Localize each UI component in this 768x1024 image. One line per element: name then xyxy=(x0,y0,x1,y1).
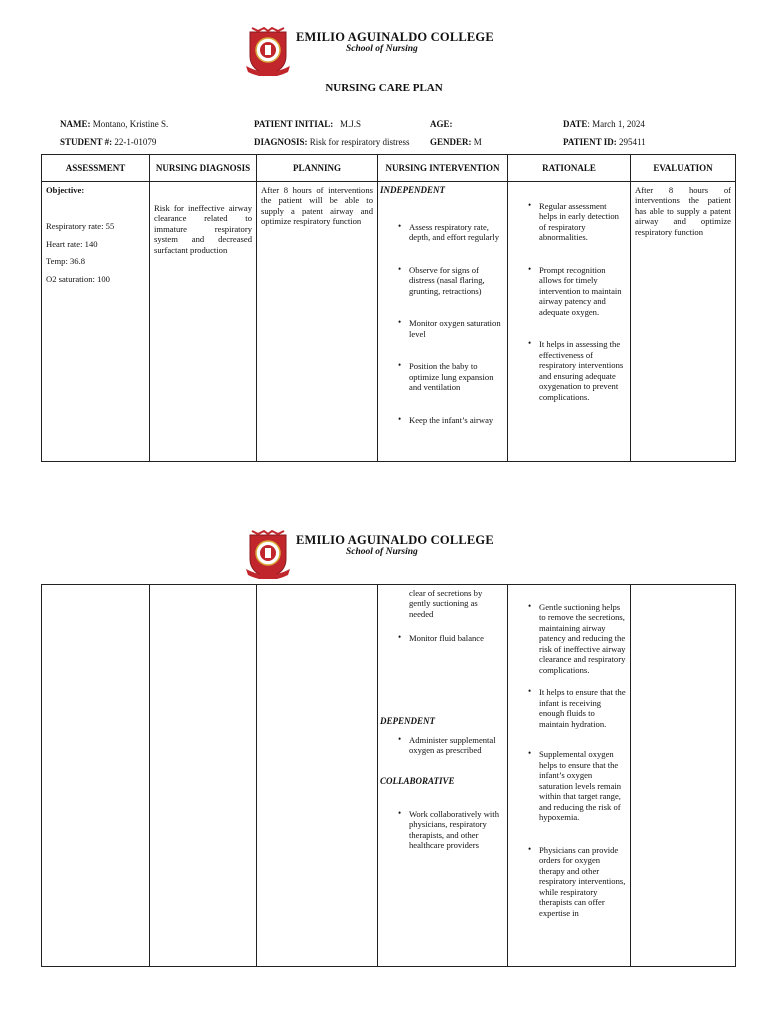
list-item: • Gentle suctioning helps to remove the secretions, maintaining airway patency and reducing the risk of ineffective airway clearance and respiratory complications. xyxy=(510,602,626,675)
intervention-cell xyxy=(378,182,508,462)
vital-respiratory-rate: Respiratory rate: 55 xyxy=(46,221,115,232)
intervention-cell xyxy=(378,585,508,967)
school-name: School of Nursing xyxy=(346,547,418,557)
list-item: • Regular assessment helps in early detection of respiratory abnormalities. xyxy=(510,201,626,243)
college-crest-icon xyxy=(246,26,290,76)
patient-age xyxy=(430,119,453,129)
column-header-evaluation: EVALUATION xyxy=(631,155,736,182)
rationale-list xyxy=(510,201,626,402)
initial-label: PATIENT INITIAL: xyxy=(254,119,334,129)
nursing-diagnosis-cell xyxy=(150,585,257,967)
vital-o2-saturation: O2 saturation: 100 xyxy=(46,273,110,284)
planning-cell xyxy=(257,585,378,967)
dependent-heading: DEPENDENT xyxy=(380,715,436,726)
student-label: STUDENT #: xyxy=(60,137,113,147)
column-header-rationale: RATIONALE xyxy=(508,155,631,182)
patient-id-label: PATIENT ID: xyxy=(563,137,617,147)
diagnosis-label: DIAGNOSIS: xyxy=(254,137,308,147)
column-header-nursing-intervention: NURSING INTERVENTION xyxy=(378,155,508,182)
list-item: • Work collaboratively with physicians, respiratory therapists, and other healthcare providers xyxy=(380,809,503,851)
list-item: • Observe for signs of distress (nasal flaring, grunting, retractions) xyxy=(380,265,503,296)
assessment-cell xyxy=(42,585,150,967)
list-item: • Monitor oxygen saturation level xyxy=(380,318,503,339)
list-item: • Monitor fluid balance xyxy=(380,633,503,643)
college-name: EMILIO AGUINALDO COLLEGE xyxy=(296,533,494,547)
gender-label: GENDER: xyxy=(430,137,472,147)
nursing-diagnosis-text: Risk for ineffective airway clearance related to immature respiratory system and decreased surfactant production xyxy=(154,203,252,255)
column-header-planning: PLANNING xyxy=(257,155,378,182)
list-item: • Prompt recognition allows for timely intervention to maintain airway patency and adequate oxygen. xyxy=(510,265,626,317)
continued-intervention: clear of secretions by gently suctioning as needed xyxy=(409,588,483,619)
list-item: • Physicians can provide orders for oxygen therapy and other respiratory interventions, while respiratory therapists can offer expertise in xyxy=(510,845,626,918)
student-name xyxy=(60,119,168,129)
college-header xyxy=(0,26,768,82)
independent-list-cont xyxy=(380,633,503,643)
date-value: : March 1, 2024 xyxy=(587,119,645,129)
collaborative-list xyxy=(380,809,503,851)
planning-cell xyxy=(257,182,378,462)
independent-list xyxy=(380,222,503,425)
college-name: EMILIO AGUINALDO COLLEGE xyxy=(296,30,494,44)
vital-temperature: Temp: 36.8 xyxy=(46,256,86,267)
diagnosis-value: Risk for respiratory distress xyxy=(309,137,410,147)
patient-initial xyxy=(254,119,361,129)
list-item: • Assess respiratory rate, depth, and effort regularly xyxy=(380,222,503,243)
table-row xyxy=(42,182,736,462)
list-item: • Administer supplemental oxygen as prescribed xyxy=(380,735,503,756)
evaluation-cell xyxy=(631,585,736,967)
column-header-nursing-diagnosis: NURSING DIAGNOSIS xyxy=(150,155,257,182)
date-label: DATE xyxy=(563,119,588,129)
evaluation-text: After 8 hours of interventions the patient has able to supply a patent airway and optimize respiratory function xyxy=(635,185,731,237)
patient-id-value: 295411 xyxy=(619,137,646,147)
assessment-cell xyxy=(42,182,150,462)
column-header-assessment: ASSESSMENT xyxy=(42,155,150,182)
student-number xyxy=(60,137,156,147)
patient-diagnosis xyxy=(254,137,410,147)
care-plan-table-page-2 xyxy=(41,584,736,967)
initial-value: M.J.S xyxy=(340,119,362,129)
vital-heart-rate: Heart rate: 140 xyxy=(46,238,98,249)
name-label: NAME: xyxy=(60,119,91,129)
list-item: • It helps in assessing the effectiveness of respiratory interventions and ensuring adequate oxygenation to prevent complications. xyxy=(510,339,626,402)
list-item: • It helps to ensure that the infant is receiving enough fluids to maintain hydration. xyxy=(510,687,626,729)
objective-heading: Objective: xyxy=(46,185,85,195)
evaluation-cell xyxy=(631,182,736,462)
gender-value: M xyxy=(473,137,482,147)
patient-id xyxy=(563,137,646,147)
list-item: • Keep the infant’s airway xyxy=(380,415,503,425)
patient-gender xyxy=(430,137,482,147)
nursing-diagnosis-cell xyxy=(150,182,257,462)
table-header-row xyxy=(42,155,736,182)
care-plan-table-page-1 xyxy=(41,154,736,462)
dependent-list xyxy=(380,735,503,756)
college-header-page-2 xyxy=(0,529,768,585)
list-item: • Supplemental oxygen helps to ensure that the infant’s oxygen saturation levels remain within that target range, and reducing the risk of hypoxemia. xyxy=(510,749,626,822)
planning-text: After 8 hours of interventions the patient will be able to supply a patent airway and optimize respiratory function xyxy=(261,185,373,227)
college-crest-icon xyxy=(246,529,290,579)
rationale-cell xyxy=(508,182,631,462)
student-value: 22-1-01079 xyxy=(114,137,157,147)
name-value: Montano, Kristine S. xyxy=(92,119,169,129)
independent-heading: INDEPENDENT xyxy=(380,185,446,195)
school-name: School of Nursing xyxy=(346,44,418,54)
list-item: • Position the baby to optimize lung expansion and ventilation xyxy=(380,361,503,392)
rationale-cell xyxy=(508,585,631,967)
document-title: NURSING CARE PLAN xyxy=(325,82,443,94)
rationale-list xyxy=(510,602,626,918)
collaborative-heading: COLLABORATIVE xyxy=(380,775,455,786)
table-row xyxy=(42,585,736,967)
age-label: AGE: xyxy=(430,119,453,129)
care-date xyxy=(563,119,645,129)
